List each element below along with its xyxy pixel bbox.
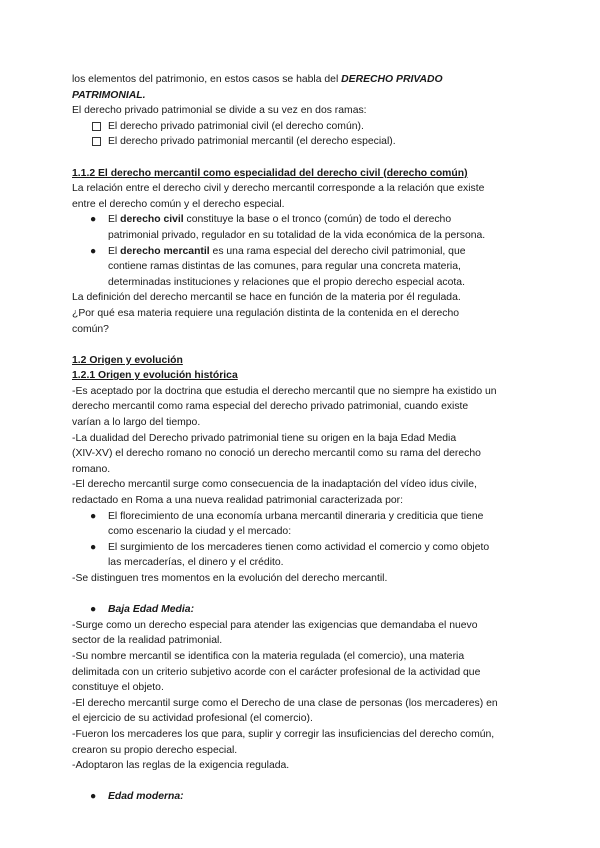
section-heading-1-2-1: 1.2.1 Origen y evolución histórica [72,370,238,382]
text: El [108,214,121,226]
paragraph: La relación entre el derecho civil y derecho mercantil corresponde a la relación que existe [72,183,485,195]
paragraph: común? [72,323,109,335]
bullet-icon: ● [90,791,97,803]
text: como escenario la ciudad y el mercado: [108,526,292,538]
paragraph: varían a lo largo del tiempo. [72,417,201,429]
paragraph: el ejercicio de su actividad profesional (el comercio). [72,713,313,725]
paragraph: -Su nombre mercantil se identifica con la materia regulada (el comercio), una materia [72,650,465,662]
text: constituye la base o el tronco (común) de todo el derecho [183,214,452,226]
bullet-icon: ● [90,604,97,616]
paragraph: -Es aceptado por la doctrina que estudia el derecho mercantil que no siempre ha existido un [72,385,497,397]
paragraph: entre el derecho común y el derecho especial. [72,198,285,210]
section-heading-1-2: 1.2 Origen y evolución [72,354,183,366]
checklist-item [72,134,532,150]
intro-line-2: PATRIMONIAL. [72,89,146,101]
paragraph: -Fueron los mercaderes los que para, suplir y corregir las insuficiencias del derecho común, [72,728,495,740]
paragraph: romano. [72,463,111,475]
paragraph: redactado en Roma a una nueva realidad patrimonial caracterizada por: [72,495,403,507]
list-item [72,509,532,540]
text: las mercaderías, el dinero y el crédito. [108,557,284,569]
paragraph: -El derecho mercantil surge como el Derecho de una clase de personas (los mercaderes) en [72,697,498,709]
list-item [72,244,532,291]
checklist-item-label: El derecho privado patrimonial civil (el derecho común). [108,120,364,132]
bold-term: derecho mercantil [120,245,210,257]
period-heading-list [72,602,532,618]
list-item [72,212,532,243]
period-heading [72,602,532,618]
bullet-list [72,509,532,571]
intro-line-1 [72,72,532,88]
intro-line-3: El derecho privado patrimonial se divide a su vez en dos ramas: [72,105,367,117]
paragraph: derecho mercantil como rama especial del derecho privado patrimonial, cuando existe [72,401,469,413]
text: determinadas instituciones y relaciones que el propio derecho especial acota. [108,276,465,288]
paragraph: ¿Por qué esa materia requiere una regulación distinta de la contenida en el derecho [72,307,460,319]
text: patrimonial privado, regulador en su totalidad de la vida económica de la persona. [108,229,486,241]
bullet-icon: ● [90,245,97,257]
paragraph: -Surge como un derecho especial para atender las exigencias que demandaba el nuevo [72,619,478,631]
text: El [108,245,121,257]
text: El florecimiento de una economía urbana mercantil dineraria y crediticia que tiene [108,510,484,522]
text: El surgimiento de los mercaderes tienen como actividad el comercio y como objeto [108,541,490,553]
paragraph: -El derecho mercantil surge como consecuencia de la inadaptación del vídeo idus civile, [72,479,477,491]
list-item [72,540,532,571]
intro-emphasis: DERECHO PRIVADO [341,74,443,85]
bullet-icon: ● [90,541,97,553]
period-heading-list [72,789,532,805]
paragraph: -La dualidad del Derecho privado patrimonial tiene su origen en la baja Edad Media [72,432,457,444]
text: contiene ramas distintas de las comunes, para regular una concreta materia, [108,261,461,273]
period-title: Edad moderna: [108,791,184,803]
document-page [72,72,532,805]
checklist-item-label: El derecho privado patrimonial mercantil (el derecho especial). [108,136,396,148]
text: es una rama especial del derecho civil patrimonial, que [209,245,466,257]
paragraph: delimitada con un criterio subjetivo acorde con el carácter profesional de la actividad que [72,666,481,678]
paragraph: La definición del derecho mercantil se hace en función de la materia por él regulada. [72,292,461,304]
bullet-icon: ● [90,510,97,522]
paragraph: sector de la realidad patrimonial. [72,635,223,647]
ramas-checklist [72,119,532,150]
paragraph: crearon su propio derecho especial. [72,744,238,756]
bold-term: derecho civil [120,214,184,226]
period-heading [72,789,532,805]
bullet-icon: ● [90,214,97,226]
checklist-item [72,119,532,135]
section-heading-1-1-2: 1.1.2 El derecho mercantil como especialidad del derecho civil (derecho común) [72,167,468,179]
bullet-list [72,212,532,290]
period-title: Baja Edad Media: [108,604,195,616]
checkbox-icon[interactable] [92,137,101,146]
intro-text: los elementos del patrimonio, en estos casos se habla del [72,74,342,85]
checkbox-icon[interactable] [92,122,101,131]
paragraph: (XIV-XV) el derecho romano no conoció un derecho mercantil como su rama del derecho [72,448,481,460]
paragraph: constituye el objeto. [72,682,164,694]
paragraph: -Se distinguen tres momentos en la evolución del derecho mercantil. [72,573,388,584]
paragraph: -Adoptaron las reglas de la exigencia regulada. [72,760,290,772]
